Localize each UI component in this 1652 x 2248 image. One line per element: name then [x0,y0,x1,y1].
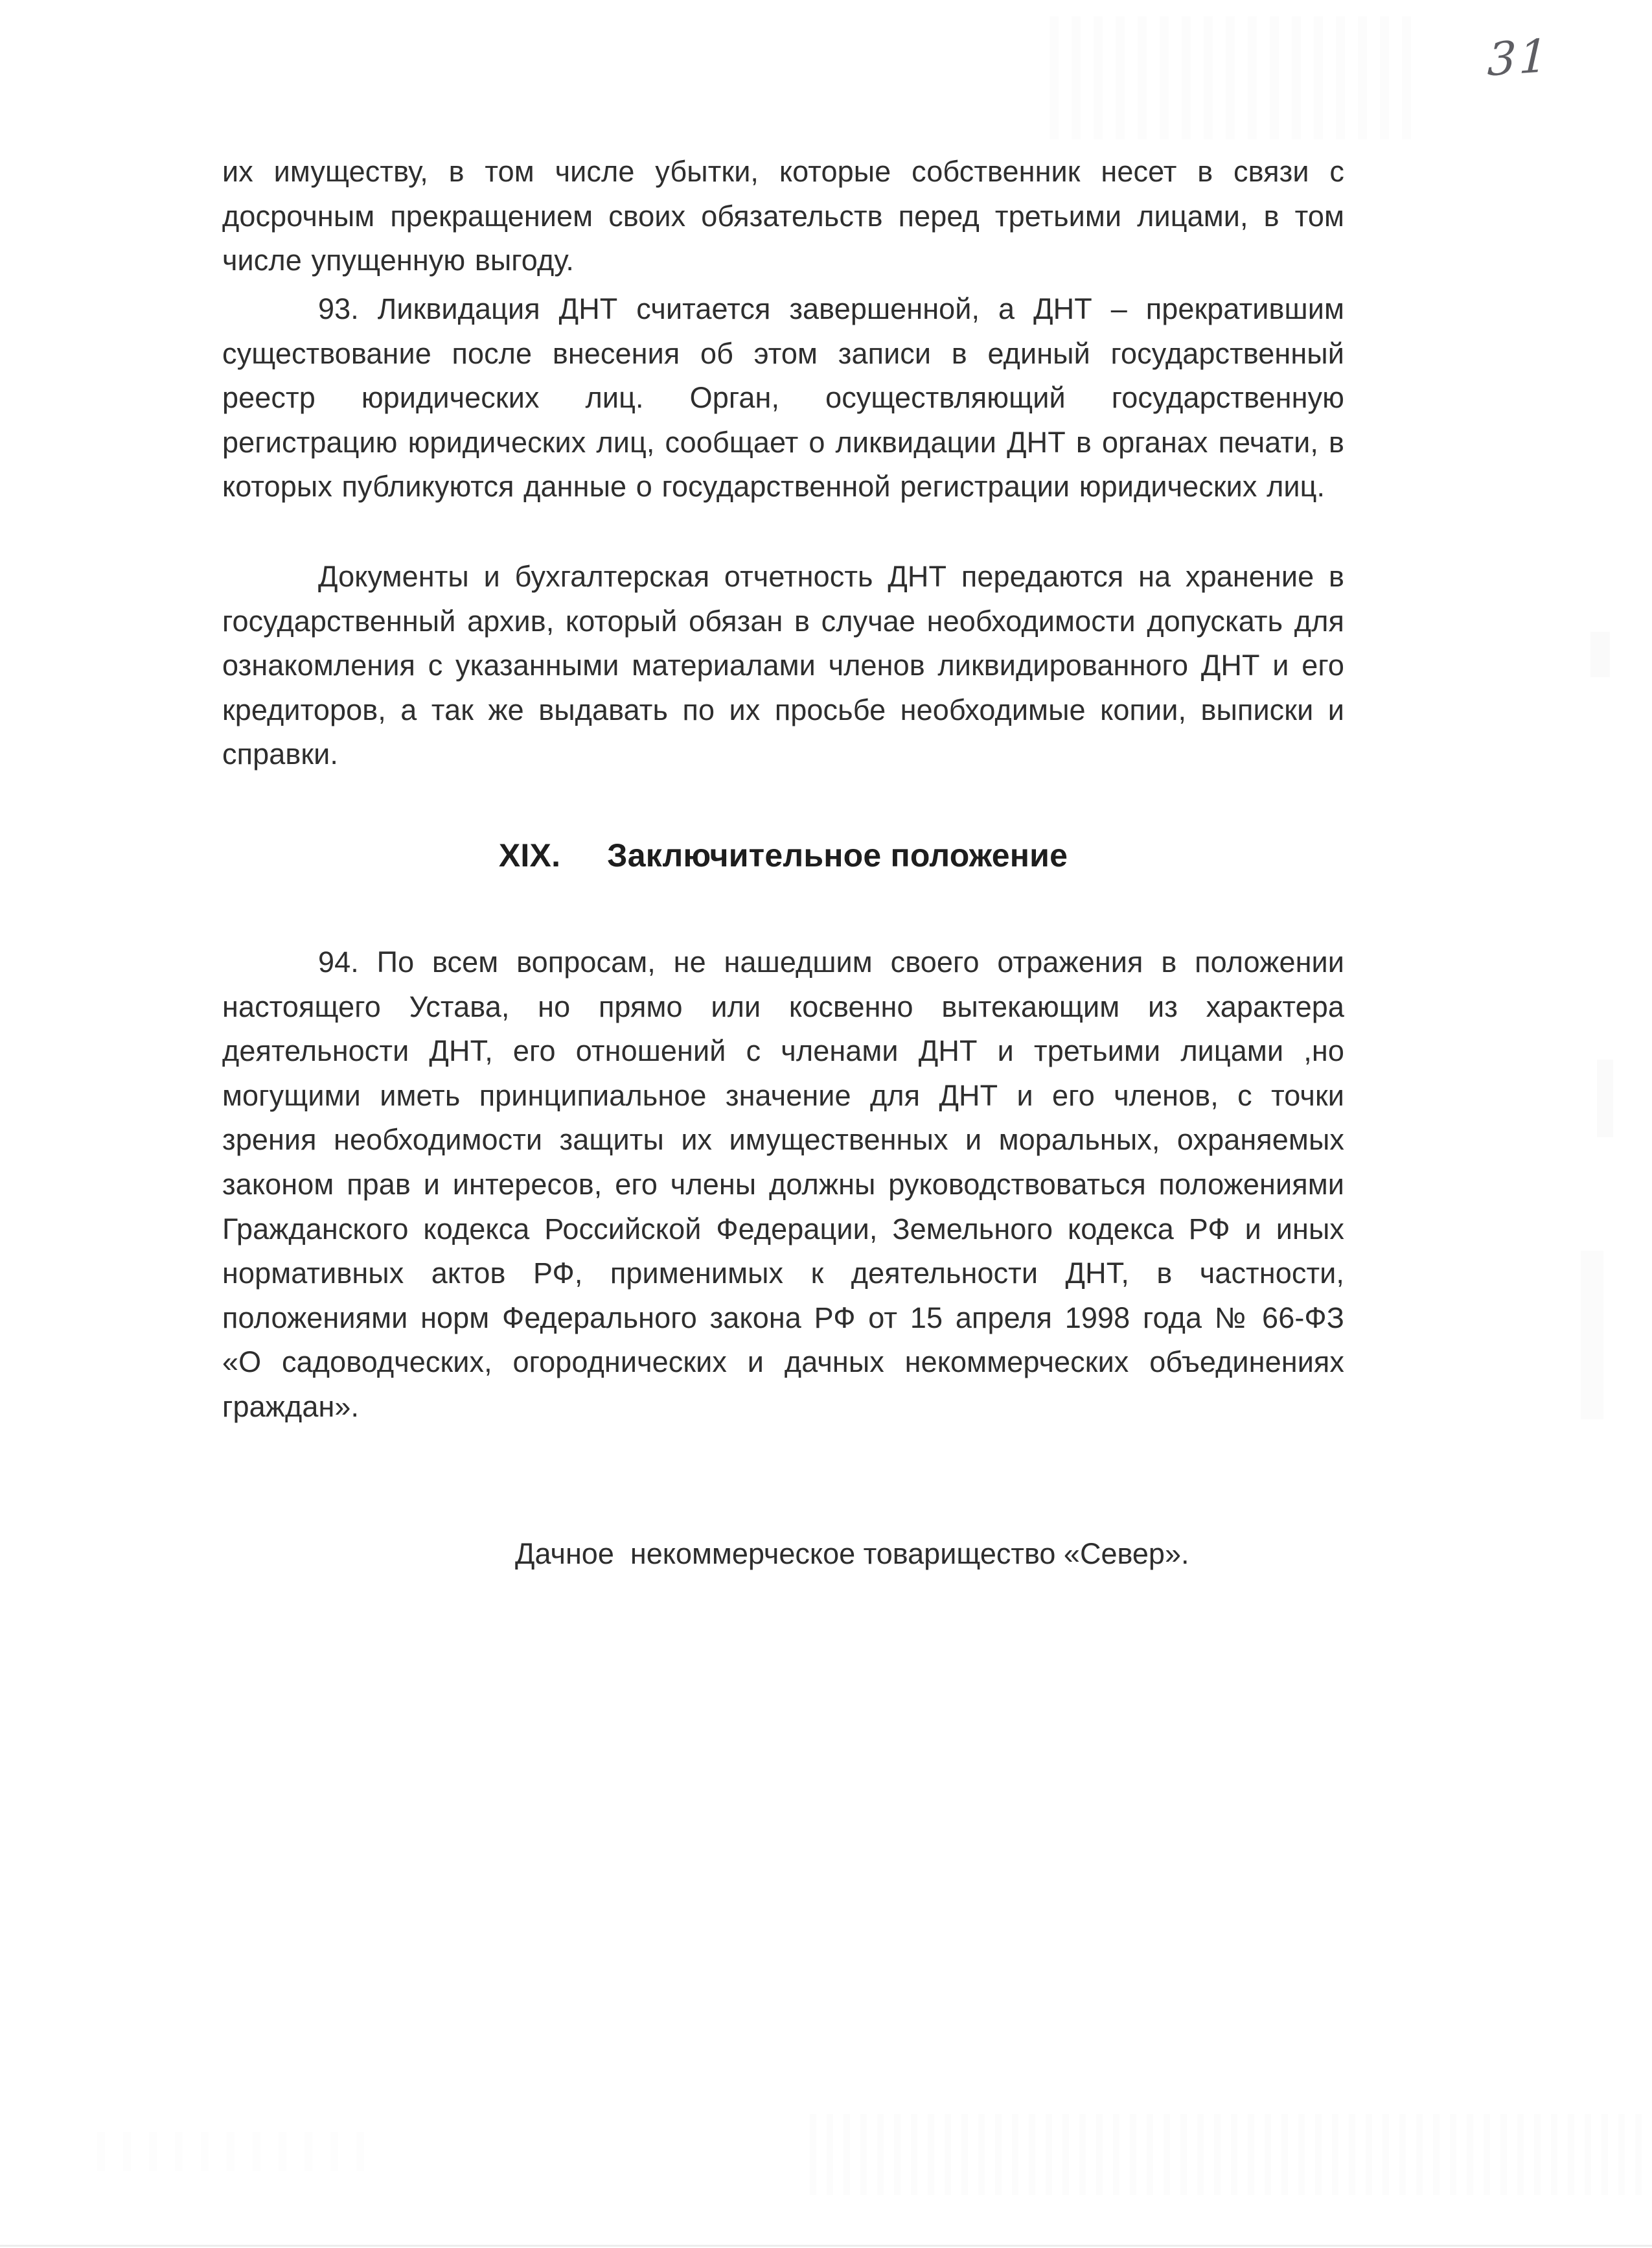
handwritten-page-number: 31 [1486,29,1552,87]
section-heading-numeral: XIX. [498,837,561,874]
scan-noise-bottom-left [97,2132,369,2171]
scan-bottom-edge-line [0,2245,1652,2247]
paragraph-94-final-provision: 94. По всем вопросам, не нашедшим своего отражения в положении настоящего Устава, но прямо или косвенно вытекающим из характера деятельности ДНТ, его отношений с членами ДНТ и третьими лицами ,но могущими иметь принципиальное значение для ДНТ и его членов, с точки зрения необходимости защиты их имущественных и моральных, охраняемых законом прав и интересов, его члены должны руководствоваться положениями Гражданского кодекса Российской Федерации, Земельного кодекса РФ и иных нормативных актов РФ, применимых к деятельности ДНТ, в частности, положениями норм Федерального закона РФ от 15 апреля 1998 года № 66-ФЗ «О садоводческих, огороднических и дачных некоммерческих объединениях граждан». [222,945,1344,1423]
section-heading-title: Заключительное положение [607,837,1068,874]
paragraph-93-liquidation: 93. Ликвидация ДНТ считается завершенной, а ДНТ – прекратившим существование после внесения об этом записи в единый государственный реестр юридических лиц. Орган, осуществляющий государственную регистрацию юридических лиц, сообщает о ликвидации ДНТ в органах печати, в которых публикуются данные о государственной регистрации юридических лиц. [222,292,1344,504]
section-heading [222,835,1344,876]
scan-noise-top [1050,16,1412,139]
scan-noise-right-edge [1597,1060,1613,1137]
scan-noise-right-edge [1590,632,1610,677]
closing-organization-line: Дачное некоммерческое товарищество «Север». [515,1537,1189,1570]
paragraph-documents-archive: Документы и бухгалтерская отчетность ДНТ передаются на хранение в государственный архив, который обязан в случае необходимости допускать для ознакомления с указанными материалами членов ликвидированного ДНТ и его кредиторов, а так же выдавать по их просьбе необходимые копии, выписки и справки. [222,560,1344,771]
scan-noise-bottom-right [810,2114,1646,2195]
paragraph-continuation: их имуществу, в том числе убытки, которые собственник несет в связи с досрочным прекращением своих обязательств перед третьими лицами, в том числе упущенную выгоду. [222,155,1344,277]
scan-noise-right-edge [1581,1251,1603,1419]
